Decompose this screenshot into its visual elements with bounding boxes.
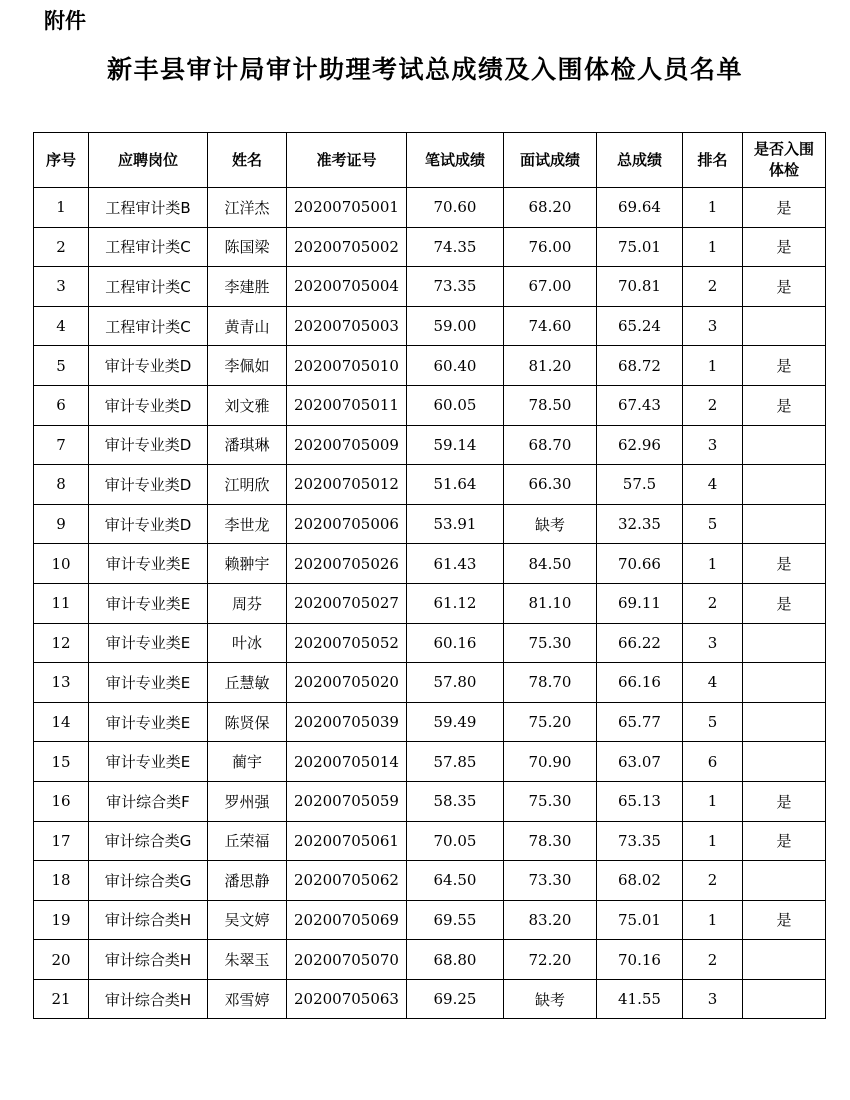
table-row xyxy=(34,663,826,703)
cell-shortlisted: 是 xyxy=(743,821,826,861)
cell-shortlisted xyxy=(743,623,826,663)
cell-index: 7 xyxy=(34,425,89,465)
cell-total-score: 69.64 xyxy=(597,188,683,228)
cell-name: 李世龙 xyxy=(208,504,287,544)
table-row xyxy=(34,781,826,821)
cell-position: 审计专业类E xyxy=(89,623,208,663)
cell-rank: 2 xyxy=(683,940,743,980)
cell-index: 9 xyxy=(34,504,89,544)
cell-position: 审计综合类F xyxy=(89,781,208,821)
cell-written-score: 69.55 xyxy=(407,900,504,940)
cell-total-score: 70.16 xyxy=(597,940,683,980)
cell-index: 18 xyxy=(34,861,89,901)
cell-rank: 1 xyxy=(683,821,743,861)
cell-total-score: 68.02 xyxy=(597,861,683,901)
cell-position: 审计综合类H xyxy=(89,940,208,980)
cell-name: 李佩如 xyxy=(208,346,287,386)
cell-index: 6 xyxy=(34,385,89,425)
cell-rank: 2 xyxy=(683,861,743,901)
table-row xyxy=(34,267,826,307)
cell-interview-score: 75.20 xyxy=(504,702,597,742)
header-shortlisted: 是否入围体检 xyxy=(743,133,826,188)
table-row xyxy=(34,702,826,742)
document-title: 新丰县审计局审计助理考试总成绩及入围体检人员名单 xyxy=(106,55,743,84)
cell-index: 1 xyxy=(34,188,89,228)
cell-shortlisted: 是 xyxy=(743,583,826,623)
cell-name: 陈国梁 xyxy=(208,227,287,267)
cell-total-score: 65.77 xyxy=(597,702,683,742)
cell-written-score: 57.85 xyxy=(407,742,504,782)
cell-position: 审计专业类E xyxy=(89,742,208,782)
cell-interview-score: 76.00 xyxy=(504,227,597,267)
cell-exam-id: 20200705001 xyxy=(287,188,407,228)
cell-position: 审计专业类E xyxy=(89,544,208,584)
cell-exam-id: 20200705003 xyxy=(287,306,407,346)
cell-rank: 4 xyxy=(683,465,743,505)
cell-position: 审计专业类D xyxy=(89,465,208,505)
cell-total-score: 32.35 xyxy=(597,504,683,544)
cell-name: 刘文雅 xyxy=(208,385,287,425)
header-position: 应聘岗位 xyxy=(89,133,208,188)
cell-rank: 1 xyxy=(683,544,743,584)
header-exam-id: 准考证号 xyxy=(287,133,407,188)
cell-exam-id: 20200705039 xyxy=(287,702,407,742)
cell-position: 审计综合类G xyxy=(89,861,208,901)
table-row xyxy=(34,425,826,465)
cell-exam-id: 20200705070 xyxy=(287,940,407,980)
cell-rank: 2 xyxy=(683,267,743,307)
cell-name: 邓雪婷 xyxy=(208,979,287,1019)
header-index: 序号 xyxy=(34,133,89,188)
cell-name: 陈贤保 xyxy=(208,702,287,742)
cell-written-score: 60.40 xyxy=(407,346,504,386)
cell-total-score: 75.01 xyxy=(597,900,683,940)
cell-name: 蔺宇 xyxy=(208,742,287,782)
cell-written-score: 59.14 xyxy=(407,425,504,465)
header-total-score: 总成绩 xyxy=(597,133,683,188)
cell-interview-score: 68.70 xyxy=(504,425,597,465)
table-row xyxy=(34,544,826,584)
table-row xyxy=(34,861,826,901)
table-row xyxy=(34,742,826,782)
cell-index: 16 xyxy=(34,781,89,821)
cell-shortlisted: 是 xyxy=(743,781,826,821)
cell-exam-id: 20200705026 xyxy=(287,544,407,584)
cell-name: 李建胜 xyxy=(208,267,287,307)
cell-index: 8 xyxy=(34,465,89,505)
table-row xyxy=(34,623,826,663)
cell-rank: 3 xyxy=(683,306,743,346)
cell-written-score: 59.49 xyxy=(407,702,504,742)
table-row xyxy=(34,900,826,940)
cell-exam-id: 20200705027 xyxy=(287,583,407,623)
cell-shortlisted xyxy=(743,504,826,544)
cell-total-score: 62.96 xyxy=(597,425,683,465)
cell-shortlisted xyxy=(743,861,826,901)
cell-name: 周芬 xyxy=(208,583,287,623)
cell-exam-id: 20200705011 xyxy=(287,385,407,425)
cell-written-score: 64.50 xyxy=(407,861,504,901)
cell-written-score: 69.25 xyxy=(407,979,504,1019)
cell-shortlisted xyxy=(743,465,826,505)
cell-written-score: 73.35 xyxy=(407,267,504,307)
cell-exam-id: 20200705002 xyxy=(287,227,407,267)
cell-rank: 5 xyxy=(683,702,743,742)
cell-total-score: 70.66 xyxy=(597,544,683,584)
cell-name: 吴文婷 xyxy=(208,900,287,940)
cell-exam-id: 20200705012 xyxy=(287,465,407,505)
cell-name: 罗州强 xyxy=(208,781,287,821)
cell-total-score: 68.72 xyxy=(597,346,683,386)
cell-position: 审计专业类E xyxy=(89,702,208,742)
cell-name: 叶冰 xyxy=(208,623,287,663)
cell-interview-score: 78.70 xyxy=(504,663,597,703)
cell-position: 审计专业类D xyxy=(89,504,208,544)
cell-rank: 3 xyxy=(683,425,743,465)
cell-interview-score: 75.30 xyxy=(504,623,597,663)
cell-position: 审计专业类E xyxy=(89,583,208,623)
cell-index: 14 xyxy=(34,702,89,742)
cell-interview-score: 78.30 xyxy=(504,821,597,861)
cell-interview-score: 68.20 xyxy=(504,188,597,228)
cell-written-score: 53.91 xyxy=(407,504,504,544)
cell-total-score: 66.22 xyxy=(597,623,683,663)
cell-shortlisted xyxy=(743,979,826,1019)
cell-rank: 6 xyxy=(683,742,743,782)
cell-total-score: 70.81 xyxy=(597,267,683,307)
cell-interview-score: 81.20 xyxy=(504,346,597,386)
results-table xyxy=(33,132,826,1019)
cell-total-score: 73.35 xyxy=(597,821,683,861)
cell-position: 工程审计类C xyxy=(89,267,208,307)
cell-index: 20 xyxy=(34,940,89,980)
table-header-row xyxy=(34,133,826,188)
cell-interview-score: 74.60 xyxy=(504,306,597,346)
cell-shortlisted: 是 xyxy=(743,385,826,425)
cell-written-score: 70.05 xyxy=(407,821,504,861)
header-interview-score: 面试成绩 xyxy=(504,133,597,188)
table-row xyxy=(34,188,826,228)
cell-name: 朱翠玉 xyxy=(208,940,287,980)
cell-rank: 1 xyxy=(683,781,743,821)
cell-written-score: 60.05 xyxy=(407,385,504,425)
cell-total-score: 41.55 xyxy=(597,979,683,1019)
cell-written-score: 68.80 xyxy=(407,940,504,980)
cell-name: 潘思静 xyxy=(208,861,287,901)
cell-total-score: 63.07 xyxy=(597,742,683,782)
cell-rank: 2 xyxy=(683,583,743,623)
cell-index: 5 xyxy=(34,346,89,386)
cell-exam-id: 20200705004 xyxy=(287,267,407,307)
cell-written-score: 58.35 xyxy=(407,781,504,821)
cell-exam-id: 20200705009 xyxy=(287,425,407,465)
cell-total-score: 69.11 xyxy=(597,583,683,623)
cell-written-score: 59.00 xyxy=(407,306,504,346)
cell-total-score: 67.43 xyxy=(597,385,683,425)
cell-written-score: 70.60 xyxy=(407,188,504,228)
cell-index: 21 xyxy=(34,979,89,1019)
cell-interview-score: 67.00 xyxy=(504,267,597,307)
cell-shortlisted: 是 xyxy=(743,267,826,307)
cell-shortlisted xyxy=(743,940,826,980)
table-row xyxy=(34,465,826,505)
cell-rank: 5 xyxy=(683,504,743,544)
cell-index: 4 xyxy=(34,306,89,346)
cell-interview-score: 81.10 xyxy=(504,583,597,623)
table-row xyxy=(34,504,826,544)
cell-index: 11 xyxy=(34,583,89,623)
cell-position: 审计综合类H xyxy=(89,979,208,1019)
cell-rank: 4 xyxy=(683,663,743,703)
cell-position: 审计专业类D xyxy=(89,425,208,465)
cell-name: 赖翀宇 xyxy=(208,544,287,584)
cell-position: 审计专业类D xyxy=(89,346,208,386)
cell-exam-id: 20200705052 xyxy=(287,623,407,663)
cell-name: 丘荣福 xyxy=(208,821,287,861)
cell-index: 3 xyxy=(34,267,89,307)
cell-exam-id: 20200705014 xyxy=(287,742,407,782)
cell-position: 审计专业类D xyxy=(89,385,208,425)
cell-index: 2 xyxy=(34,227,89,267)
cell-position: 审计专业类E xyxy=(89,663,208,703)
table-row xyxy=(34,227,826,267)
cell-shortlisted: 是 xyxy=(743,346,826,386)
cell-exam-id: 20200705020 xyxy=(287,663,407,703)
cell-name: 江明欣 xyxy=(208,465,287,505)
cell-interview-score: 缺考 xyxy=(504,979,597,1019)
header-name: 姓名 xyxy=(208,133,287,188)
attachment-label: 附件 xyxy=(44,9,86,33)
table-body xyxy=(34,188,826,1019)
cell-exam-id: 20200705062 xyxy=(287,861,407,901)
cell-exam-id: 20200705063 xyxy=(287,979,407,1019)
cell-exam-id: 20200705059 xyxy=(287,781,407,821)
cell-index: 15 xyxy=(34,742,89,782)
cell-name: 黄青山 xyxy=(208,306,287,346)
cell-shortlisted: 是 xyxy=(743,900,826,940)
cell-exam-id: 20200705006 xyxy=(287,504,407,544)
cell-interview-score: 84.50 xyxy=(504,544,597,584)
table-row xyxy=(34,821,826,861)
cell-name: 丘慧敏 xyxy=(208,663,287,703)
cell-rank: 1 xyxy=(683,188,743,228)
cell-position: 工程审计类B xyxy=(89,188,208,228)
cell-index: 10 xyxy=(34,544,89,584)
cell-rank: 2 xyxy=(683,385,743,425)
cell-interview-score: 70.90 xyxy=(504,742,597,782)
cell-rank: 1 xyxy=(683,346,743,386)
cell-shortlisted xyxy=(743,702,826,742)
cell-interview-score: 78.50 xyxy=(504,385,597,425)
cell-total-score: 66.16 xyxy=(597,663,683,703)
cell-index: 12 xyxy=(34,623,89,663)
cell-index: 17 xyxy=(34,821,89,861)
cell-shortlisted xyxy=(743,663,826,703)
cell-written-score: 51.64 xyxy=(407,465,504,505)
cell-exam-id: 20200705061 xyxy=(287,821,407,861)
table-row xyxy=(34,940,826,980)
cell-interview-score: 缺考 xyxy=(504,504,597,544)
cell-written-score: 57.80 xyxy=(407,663,504,703)
cell-total-score: 57.5 xyxy=(597,465,683,505)
header-written-score: 笔试成绩 xyxy=(407,133,504,188)
cell-interview-score: 75.30 xyxy=(504,781,597,821)
cell-shortlisted xyxy=(743,742,826,782)
cell-name: 江洋杰 xyxy=(208,188,287,228)
cell-exam-id: 20200705010 xyxy=(287,346,407,386)
cell-index: 13 xyxy=(34,663,89,703)
cell-shortlisted xyxy=(743,425,826,465)
cell-shortlisted xyxy=(743,306,826,346)
cell-shortlisted: 是 xyxy=(743,227,826,267)
header-rank: 排名 xyxy=(683,133,743,188)
cell-name: 潘琪琳 xyxy=(208,425,287,465)
cell-shortlisted: 是 xyxy=(743,188,826,228)
cell-interview-score: 83.20 xyxy=(504,900,597,940)
table-row xyxy=(34,583,826,623)
cell-rank: 1 xyxy=(683,900,743,940)
cell-written-score: 61.12 xyxy=(407,583,504,623)
cell-position: 审计综合类G xyxy=(89,821,208,861)
cell-rank: 3 xyxy=(683,979,743,1019)
table-row xyxy=(34,346,826,386)
cell-total-score: 75.01 xyxy=(597,227,683,267)
cell-written-score: 60.16 xyxy=(407,623,504,663)
cell-shortlisted: 是 xyxy=(743,544,826,584)
cell-written-score: 61.43 xyxy=(407,544,504,584)
cell-index: 19 xyxy=(34,900,89,940)
cell-interview-score: 72.20 xyxy=(504,940,597,980)
table-row xyxy=(34,385,826,425)
table-row xyxy=(34,306,826,346)
cell-rank: 1 xyxy=(683,227,743,267)
cell-position: 审计综合类H xyxy=(89,900,208,940)
cell-position: 工程审计类C xyxy=(89,227,208,267)
cell-total-score: 65.13 xyxy=(597,781,683,821)
cell-position: 工程审计类C xyxy=(89,306,208,346)
cell-rank: 3 xyxy=(683,623,743,663)
table-row xyxy=(34,979,826,1019)
cell-exam-id: 20200705069 xyxy=(287,900,407,940)
cell-interview-score: 66.30 xyxy=(504,465,597,505)
cell-written-score: 74.35 xyxy=(407,227,504,267)
cell-interview-score: 73.30 xyxy=(504,861,597,901)
cell-total-score: 65.24 xyxy=(597,306,683,346)
